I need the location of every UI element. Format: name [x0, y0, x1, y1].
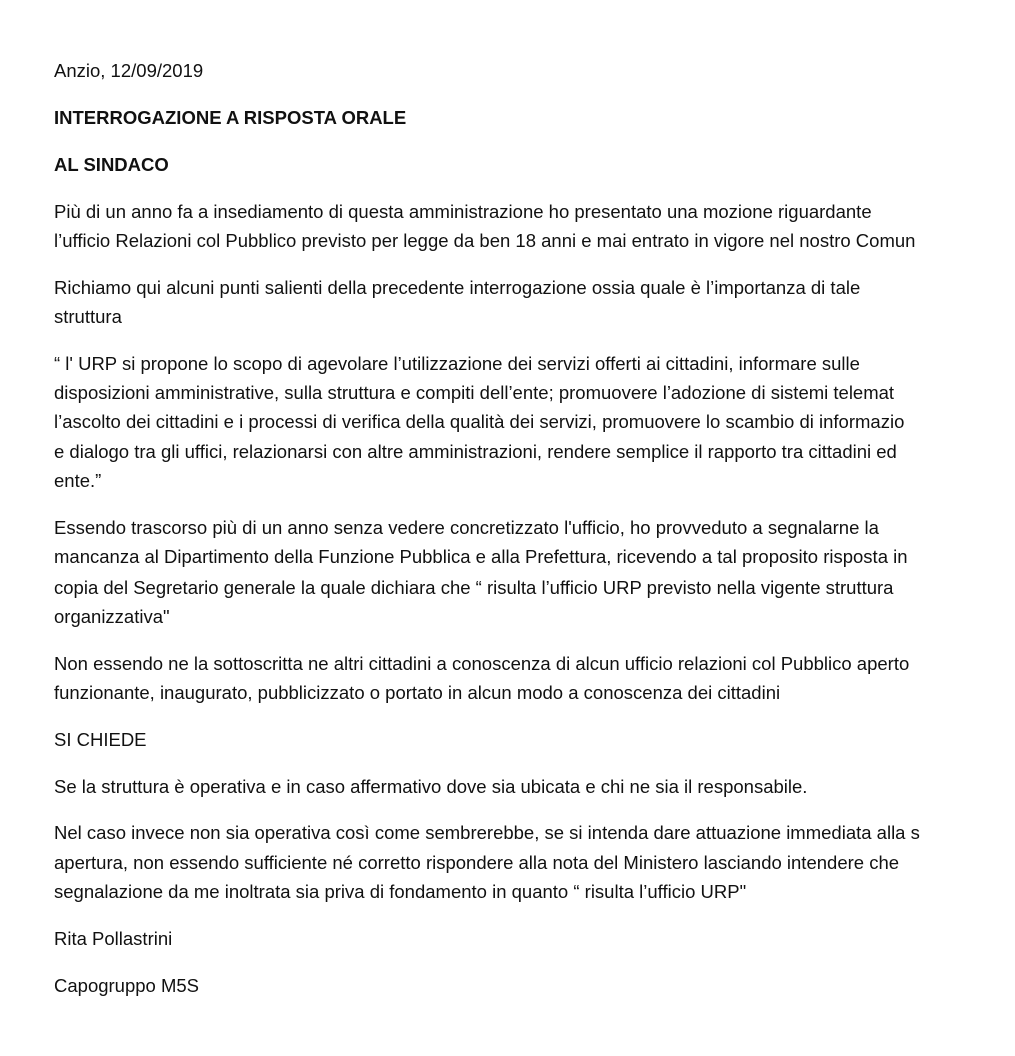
paragraph-2-line: struttura: [54, 306, 122, 327]
paragraph-6-line: Nel caso invece non sia operativa così come sembrerebbe, se si intenda dare attuazione immediata alla s: [54, 822, 920, 843]
quote-line: disposizioni amministrative, sulla struttura e compiti dell’ente; promuovere l’adozione di sistemi telemat: [54, 382, 895, 403]
paragraph-4-line: funzionante, inaugurato, pubblicizzato o portato in alcun modo a conoscenza dei cittadini: [54, 682, 781, 703]
paragraph-4-line: Non essendo ne la sottoscritta ne altri cittadini a conoscenza di alcun ufficio relazioni col Pubblico aperto: [54, 653, 910, 674]
signature-name: Rita Pollastrini: [54, 928, 173, 949]
paragraph-3-line: mancanza al Dipartimento della Funzione Pubblica e alla Prefettura, ricevendo a tal proposito risposta in: [54, 546, 908, 567]
letter-heading: INTERROGAZIONE A RISPOSTA ORALE: [54, 107, 407, 128]
quote-line: e dialogo tra gli uffici, relazionarsi con altre amministrazioni, rendere semplice il rapporto tra cittadini ed: [54, 441, 897, 462]
quote-line: ente.”: [54, 470, 102, 491]
paragraph-3-line: organizzativa": [54, 606, 170, 627]
recipient: AL SINDACO: [54, 154, 169, 175]
quote-line: l’ascolto dei cittadini e i processi di verifica della qualità dei servizi, promuovere lo scambio di informazio: [54, 411, 905, 432]
paragraph-6-line: segnalazione da me inoltrata sia priva di fondamento in quanto “ risulta l’ufficio URP": [54, 881, 747, 902]
paragraph-2-line: Richiamo qui alcuni punti salienti della precedente interrogazione ossia quale è l’importanza di tale: [54, 277, 861, 298]
signature-role: Capogruppo M5S: [54, 975, 200, 996]
paragraph-5-line: Se la struttura è operativa e in caso affermativo dove sia ubicata e chi ne sia il responsabile.: [54, 776, 808, 797]
date-line: Anzio, 12/09/2019: [54, 60, 204, 81]
paragraph-6-line: apertura, non essendo sufficiente né corretto rispondere alla nota del Ministero lasciando intendere che: [54, 852, 900, 873]
paragraph-1-line: Più di un anno fa a insediamento di questa amministrazione ho presentato una mozione riguardante: [54, 201, 872, 222]
request-label: SI CHIEDE: [54, 729, 147, 750]
quote-line: “ l' URP si propone lo scopo di agevolare l’utilizzazione dei servizi offerti ai cittadini, informare sulle: [54, 353, 860, 374]
paragraph-3-line: copia del Segretario generale la quale dichiara che “ risulta l’ufficio URP previsto nella vigente struttura: [54, 577, 894, 598]
paragraph-3-line: Essendo trascorso più di un anno senza vedere concretizzato l'ufficio, ho provveduto a segnalarne la: [54, 517, 879, 538]
paragraph-1-line: l’ufficio Relazioni col Pubblico previsto per legge da ben 18 anni e mai entrato in vigore nel nostro Comun: [54, 230, 916, 251]
